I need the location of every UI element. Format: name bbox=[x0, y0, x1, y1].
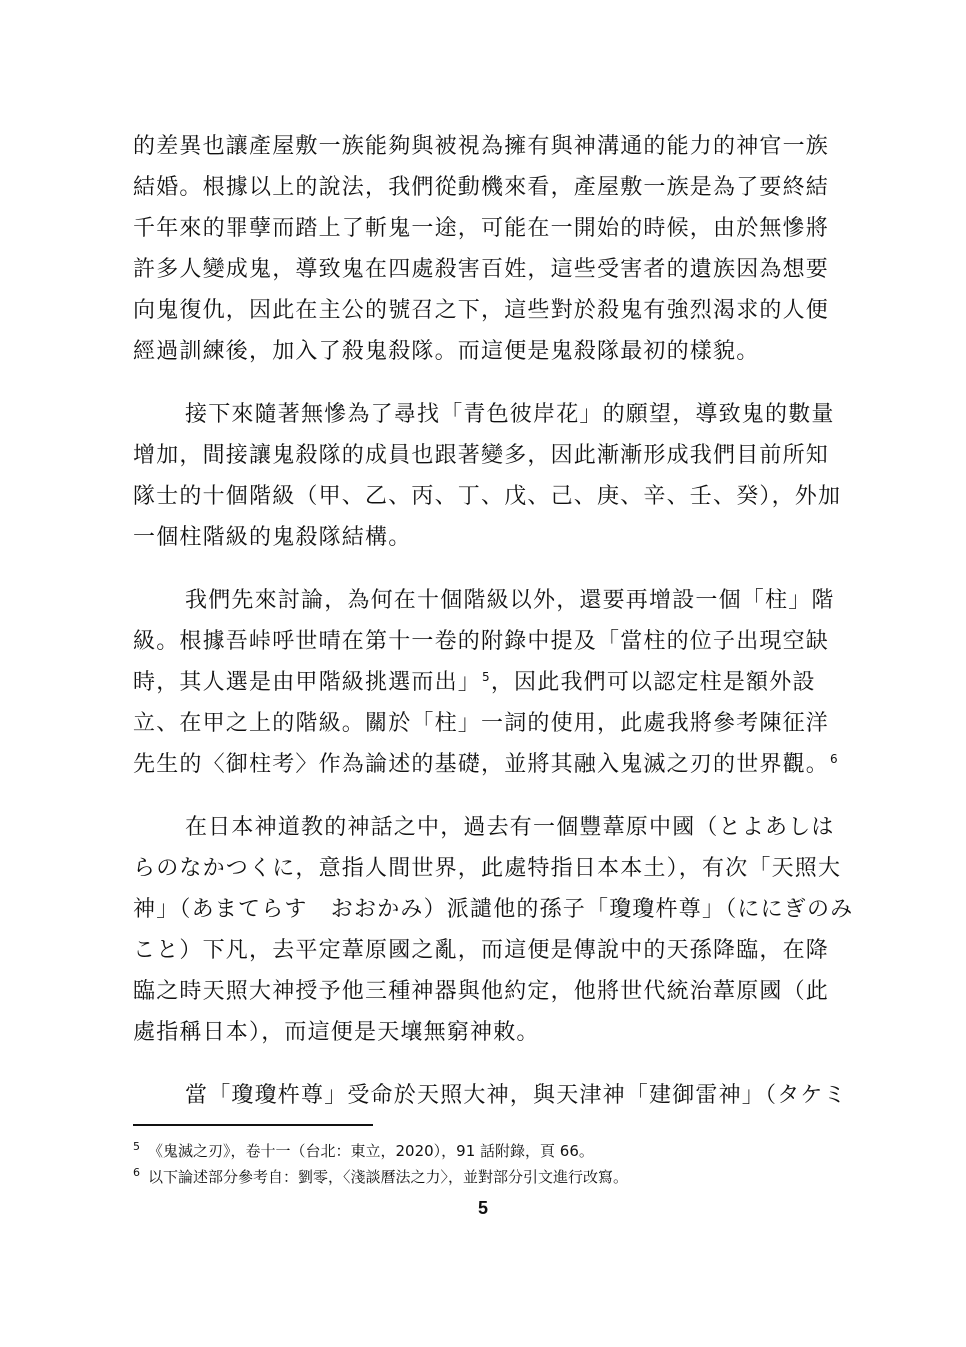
text-line: 一個柱階級的鬼殺隊結構。 bbox=[133, 525, 412, 550]
text-line: 的差異也讓產屋敷一族能夠與被視為擁有與神溝通的能力的神官一族 bbox=[133, 134, 830, 159]
text-line: 接下來隨著無慘為了尋找「青色彼岸花」的願望，導致鬼的數量 bbox=[185, 402, 835, 427]
text-line-with-footnote bbox=[133, 744, 839, 785]
footnote-number: 6 bbox=[133, 1166, 140, 1179]
text-line: 當「瓊瓊杵尊」受命於天照大神，與天津神「建御雷神」（タケミ bbox=[185, 1083, 847, 1108]
text-segment: 時，其人選是由甲階級挑選而出」 bbox=[133, 670, 482, 695]
footnote-number: 5 bbox=[133, 1140, 140, 1153]
footnote-6 bbox=[133, 1164, 833, 1190]
text-segment: 先生的〈御柱考〉作為論述的基礎，並將其融入鬼滅之刃的世界觀。 bbox=[133, 752, 830, 777]
footnote-text: 以下論述部分參考自：劉零，〈淺談曆法之力〉，並對部分引文進行改寫。 bbox=[148, 1168, 629, 1186]
paragraph-4 bbox=[133, 807, 854, 1053]
footnote-ref-5[interactable]: 5 bbox=[482, 669, 491, 684]
footnote-5 bbox=[133, 1138, 833, 1164]
text-line: こと）下凡，去平定葦原國之亂，而這便是傳說中的天孫降臨，在降 bbox=[133, 938, 830, 963]
paragraph-2 bbox=[133, 394, 842, 558]
text-line: 我們先來討論，為何在十個階級以外，還要再增設一個「柱」階 bbox=[185, 588, 835, 613]
text-line: 向鬼復仇，因此在主公的號召之下，這些對於殺鬼有強烈渴求的人便 bbox=[133, 298, 830, 323]
text-line: 許多人變成鬼，導致鬼在四處殺害百姓，這些受害者的遺族因為想要 bbox=[133, 257, 830, 282]
text-line-with-footnote bbox=[133, 662, 823, 703]
text-line: 處指稱日本），而這便是天壤無窮神敕。 bbox=[133, 1020, 540, 1045]
footnotes bbox=[133, 1138, 833, 1190]
footnote-text: 《鬼滅之刃》，卷十一（台北：東立，2020），91 話附錄，頁 66。 bbox=[148, 1142, 594, 1160]
text-line: 立、在甲之上的階級。關於「柱」一詞的使用，此處我將參考陳征洋 bbox=[133, 711, 830, 736]
paragraph-5 bbox=[133, 1075, 847, 1116]
text-line: 神」（あまてらす おおかみ）派譴他的孫子「瓊瓊杵尊」（ににぎのみ bbox=[133, 897, 854, 922]
text-line: 結婚。根據以上的說法，我們從動機來看，產屋敷一族是為了要終結 bbox=[133, 175, 830, 200]
text-line: 增加，間接讓鬼殺隊的成員也跟著變多，因此漸漸形成我們目前所知 bbox=[133, 443, 830, 468]
footnote-ref-6[interactable]: 6 bbox=[830, 751, 839, 766]
text-line: 在日本神道教的神話之中，過去有一個豐葦原中國（とよあしは bbox=[185, 815, 835, 840]
text-line: 經過訓練後，加入了殺鬼殺隊。而這便是鬼殺隊最初的樣貌。 bbox=[133, 339, 760, 364]
body-text bbox=[133, 126, 854, 1138]
paragraph-1 bbox=[133, 126, 830, 372]
footnote-separator bbox=[133, 1124, 373, 1126]
text-line: 千年來的罪孽而踏上了斬鬼一途，可能在一開始的時候，由於無慘將 bbox=[133, 216, 830, 241]
text-line: らのなかつくに，意指人間世界，此處特指日本本土），有次「天照大 bbox=[133, 856, 842, 881]
paragraph-3 bbox=[133, 580, 839, 785]
text-line: 臨之時天照大神授予他三種神器與他約定，他將世代統治葦原國（此 bbox=[133, 979, 830, 1004]
text-segment: ，因此我們可以認定柱是額外設 bbox=[490, 670, 816, 695]
page-number: 5 bbox=[477, 1198, 488, 1218]
text-line: 級。根據吾峠呼世晴在第十一卷的附錄中提及「當柱的位子出現空缺 bbox=[133, 629, 830, 654]
text-line: 隊士的十個階級（甲、乙、丙、丁、戊、己、庚、辛、壬、癸），外加 bbox=[133, 484, 842, 509]
